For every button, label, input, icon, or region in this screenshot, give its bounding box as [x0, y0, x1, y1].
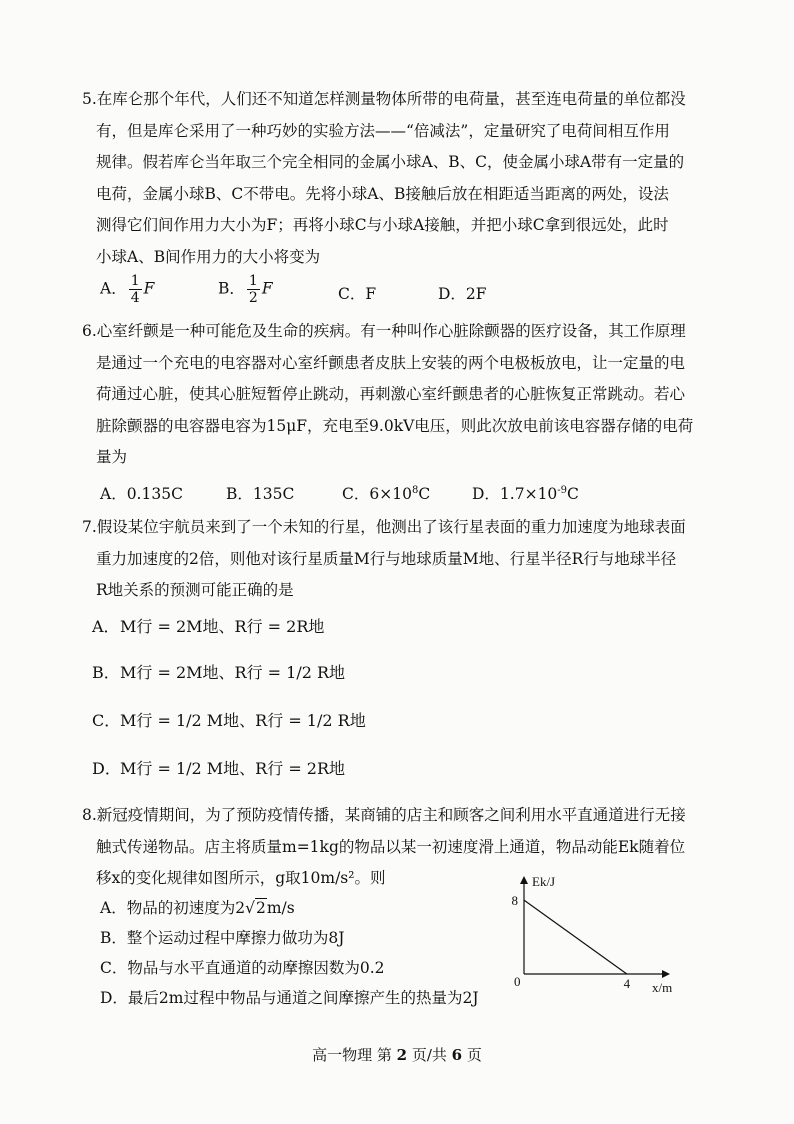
q5-line: 小球A、B间作用力的大小将变为: [96, 247, 321, 266]
y-tick-label: 8: [511, 893, 518, 909]
q5-line: 测得它们间作用力大小为F；再将小球C与小球A接触，并把小球C拿到很远处，此时: [96, 216, 669, 234]
page-footer: [0, 1044, 794, 1065]
q6-line: 荷通过心脏，使其心脏短暂停止跳动，再刺激心室纤颤患者的心脏恢复正常跳动。若心: [96, 385, 686, 403]
footer-total-pages: 6: [451, 1046, 463, 1064]
q7-line: 7.假设某位宇航员来到了一个未知的行星，他测出了该行星表面的重力加速度为地球表面: [82, 518, 686, 536]
unit: C: [567, 485, 579, 503]
question-7: [82, 512, 706, 607]
unit: m/s: [266, 899, 295, 917]
q6-line: 6.心室纤颤是一种可能危及生命的疾病。有一种叫作心脏除颤器的医疗设备，其工作原理: [82, 322, 686, 340]
q8-line: 移x的变化规律如图所示，g取10m/s²。则: [96, 869, 386, 887]
option-variable: F: [261, 279, 273, 298]
x-axis-arrow-icon: [662, 970, 670, 978]
sqrt-icon: √: [245, 899, 255, 917]
q7-line: R地关系的预测可能正确的是: [96, 581, 294, 599]
option-label: B．: [92, 663, 120, 682]
fraction: [247, 274, 260, 305]
q7-option-c[interactable]: [92, 708, 366, 731]
q8-line: 触式传递物品。店主将质量m=1kg的物品以某一初速度滑上通道，物品动能Ek随着位: [96, 837, 686, 856]
x-tick-label: 4: [623, 976, 631, 991]
option-text: D．1.7×10: [472, 485, 558, 503]
option-label: B．: [218, 279, 245, 298]
fraction-denominator: 4: [130, 290, 140, 306]
footer-page-number: 2: [396, 1046, 408, 1064]
q6-line: 是通过一个充电的电容器对心室纤颤患者皮肤上安装的两个电极板放电，让一定量的电: [96, 353, 686, 372]
q7-option-d[interactable]: [92, 756, 345, 779]
fraction-denominator: 2: [248, 290, 258, 306]
q5-line: 5.在库仑那个年代，人们还不知道怎样测量物体所带的电荷量，甚至连电荷量的单位都没: [82, 90, 686, 108]
fraction-numerator: 1: [130, 273, 140, 289]
q6-option-a[interactable]: A．0.135C: [100, 485, 183, 503]
q6-line: 量为: [96, 448, 128, 466]
option-formula: M行 = 2M地、R行 = 1/2 R地: [120, 663, 346, 682]
option-label: D．: [92, 759, 121, 778]
q5-line: 电荷，金属小球B、C不带电。先将小球A、B接触后放在相距适当距离的两处，设法: [96, 184, 669, 203]
option-text: C．6×10: [342, 485, 412, 503]
question-5: [82, 84, 706, 273]
q8-option-d[interactable]: D．最后2m过程中物品与通道之间摩擦产生的热量为2J: [100, 989, 479, 1007]
exponent: -9: [557, 484, 568, 496]
q5-option-a[interactable]: [100, 274, 154, 305]
option-label: A．: [100, 279, 127, 298]
q5-option-c[interactable]: C．F: [338, 285, 377, 303]
q5-line: 规律。假若库仑当年取三个完全相同的金属小球A、B、C，使金属小球A带有一定量的: [96, 153, 685, 171]
option-formula: M行 = 2M地、R行 = 2R地: [120, 617, 325, 636]
q7-line: 重力加速度的2倍，则他对该行星质量M行与地球质量M地、行星半径R行与地球半径: [96, 549, 677, 568]
option-formula: M行 = 1/2 M地、R行 = 2R地: [120, 759, 346, 778]
exponent: 8: [411, 484, 419, 496]
footer-separator: 页/共: [407, 1046, 452, 1064]
q6-line: 脏除颤器的电容器电容为15μF，充电至9.0kV电压，则此次放电前该电容器存储的电荷: [96, 416, 694, 435]
ek-series-line: [524, 900, 627, 974]
fraction-numerator: 1: [248, 273, 258, 289]
unit: C: [418, 485, 431, 503]
fraction: [129, 274, 142, 305]
q7-option-b[interactable]: [92, 660, 345, 683]
origin-tick-label: 0: [514, 974, 521, 989]
q8-option-a[interactable]: [100, 896, 295, 926]
option-text: A．物品的初速度为2: [100, 899, 246, 917]
option-formula: M行 = 1/2 M地、R行 = 1/2 R地: [120, 711, 366, 730]
x-axis-label: x/m: [652, 980, 673, 995]
q5-option-b[interactable]: [218, 274, 273, 305]
q6-option-c[interactable]: [342, 482, 430, 504]
q7-option-a[interactable]: [92, 614, 324, 637]
q8-option-b[interactable]: B．整个运动过程中摩擦力做功为8J: [100, 929, 345, 947]
q5-line: 有，但是库仑采用了一种巧妙的实验方法——“倍减法”，定量研究了电荷间相互作用: [96, 121, 670, 140]
q6-option-d[interactable]: [472, 482, 579, 504]
y-axis-arrow-icon: [520, 876, 528, 884]
question-6: [82, 316, 706, 474]
footer-suffix: 页: [462, 1046, 482, 1064]
y-axis-label: Ek/J: [532, 874, 556, 889]
radicand: 2: [255, 899, 266, 917]
q8-line: 8.新冠疫情期间，为了预防疫情传播，某商铺的店主和顾客之间利用水平直通道进行无接: [82, 806, 686, 824]
q5-option-d[interactable]: D．2F: [438, 285, 487, 303]
q8-option-c[interactable]: C．物品与水平直通道的动摩擦因数为0.2: [100, 959, 385, 977]
option-label: A．: [92, 617, 120, 636]
option-label: C．: [92, 711, 121, 730]
q6-option-b[interactable]: B．135C: [226, 485, 295, 503]
ek-x-chart: [500, 868, 690, 998]
footer-subject: 高一物理 第: [312, 1046, 397, 1064]
option-variable: F: [143, 279, 155, 298]
